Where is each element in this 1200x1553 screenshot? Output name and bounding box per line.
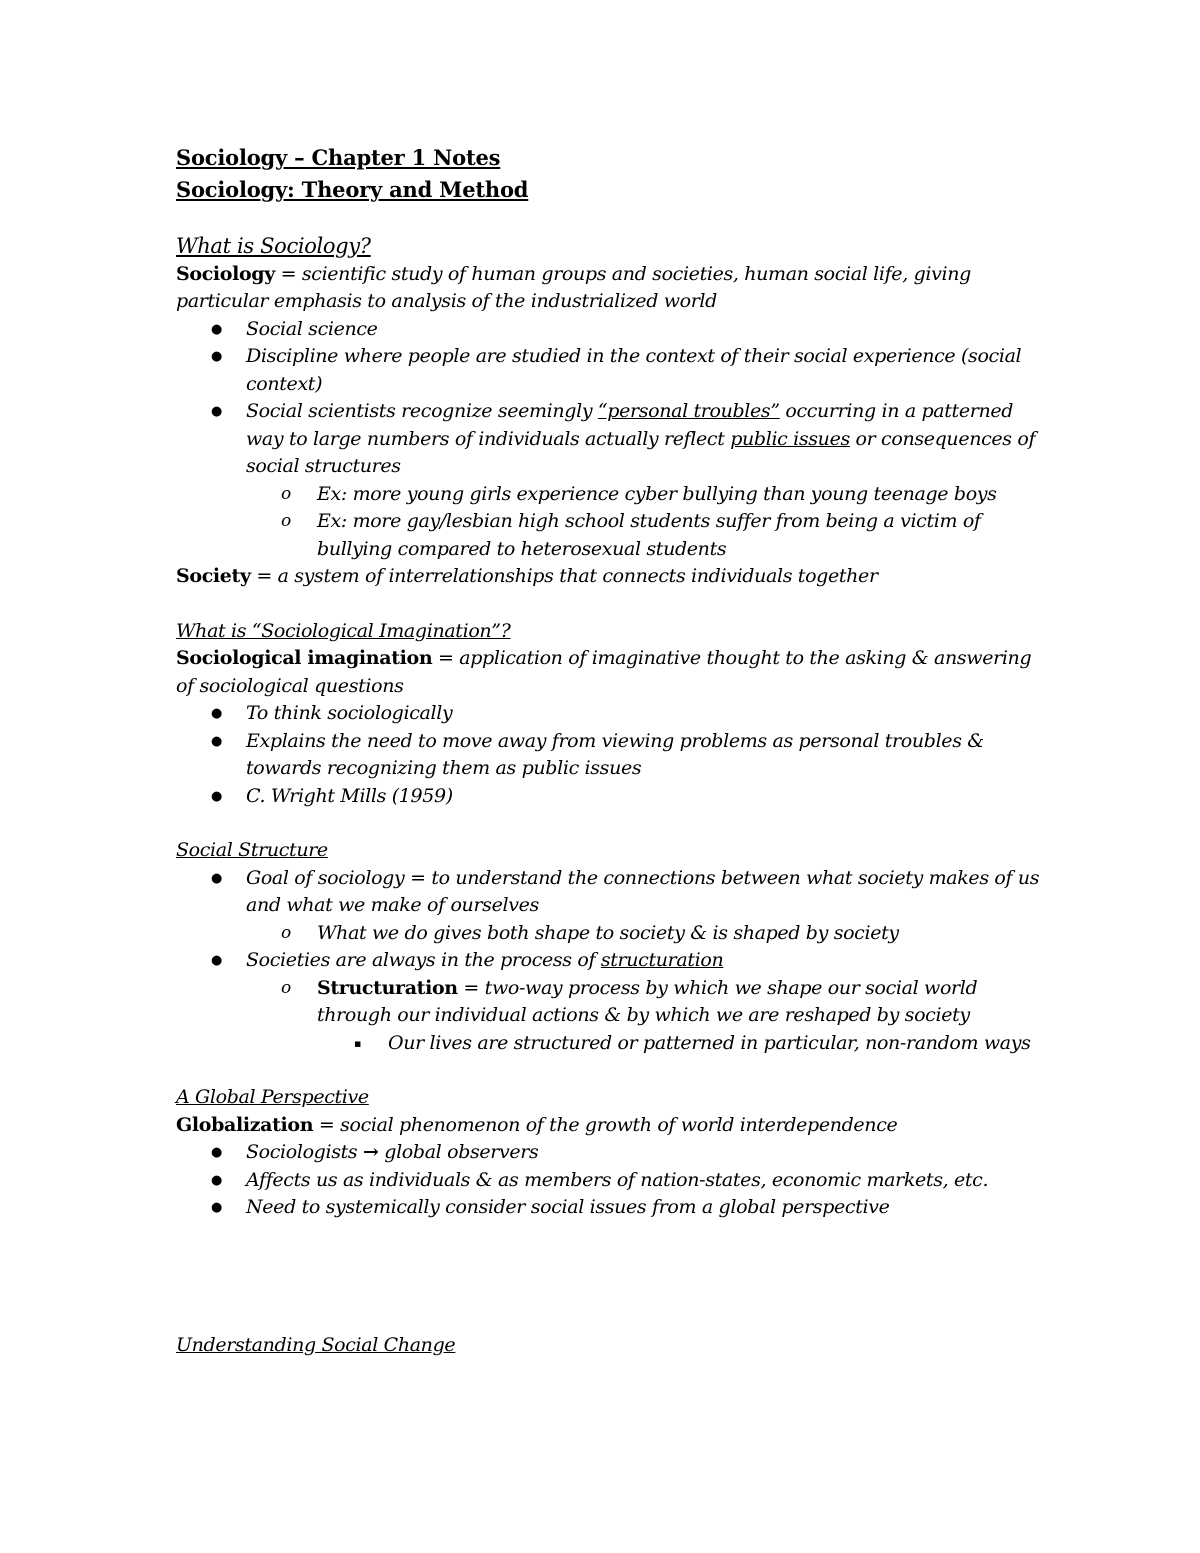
list-item-text: Ex: more young girls experience cyber bullying than young teenage boys — [317, 482, 997, 505]
list-item-text: or consequences of social structures — [246, 427, 1036, 477]
circle-bullet-icon: o — [281, 977, 291, 998]
list-item — [176, 1139, 1046, 1167]
list-item-text: Social scientists recognize seemingly — [246, 400, 598, 422]
section-heading-global-perspective: A Global Perspective — [176, 1086, 369, 1108]
definition-text: = social phenomenon of the growth of world interdependence — [313, 1113, 898, 1136]
section-heading-what-is-sociology: What is Sociology? — [176, 234, 371, 258]
circle-bullet-icon: o — [281, 483, 291, 504]
list-item-text: Sociologists — [246, 1141, 363, 1163]
document-title: Sociology – Chapter 1 Notes — [176, 145, 501, 170]
list-item-text: Explains the need to move away from viewing problems as personal troubles & towards recognizing them as public issues — [246, 729, 984, 779]
term-structuration: Structuration — [317, 976, 458, 999]
bullet-icon: ● — [211, 1145, 222, 1160]
list-item — [176, 1194, 1046, 1222]
section-heading-social-structure: Social Structure — [176, 839, 328, 861]
document-page — [176, 142, 1046, 1359]
underlined-term: public issues — [730, 427, 850, 450]
definition-society — [176, 563, 1046, 591]
list-item — [176, 783, 1046, 811]
square-bullet-icon: ▪ — [354, 1036, 362, 1050]
term-sociology: Sociology — [176, 262, 275, 285]
section-heading-sociological-imagination: What is “Sociological Imagination”? — [176, 619, 511, 642]
definition-sociological-imagination — [176, 645, 1046, 700]
definition-text: = application of imaginative thought to the asking & answering of sociological questions — [176, 647, 1032, 697]
list-item-text: Affects us as individuals & as members of nation-states, economic markets, etc. — [246, 1168, 989, 1191]
list-item — [176, 700, 1046, 728]
list-item-text: Social science — [246, 317, 378, 340]
list-item — [176, 398, 1046, 481]
section-heading-social-change: Understanding Social Change — [176, 1333, 456, 1356]
list-item-text: What we do gives both shape to society & is shaped by society — [317, 921, 899, 944]
list-item-text: Need to systemically consider social issues from a global perspective — [246, 1196, 890, 1218]
bullet-icon: ● — [211, 870, 222, 886]
bullet-icon: ● — [211, 1172, 222, 1188]
list-item-text: Societies are always in the process of — [246, 949, 601, 971]
circle-bullet-icon: o — [281, 511, 291, 531]
list-item-text: C. Wright Mills (1959) — [246, 784, 453, 807]
bullet-icon: ● — [211, 349, 222, 364]
term-globalization: Globalization — [176, 1113, 314, 1136]
bullet-icon: ● — [211, 706, 222, 721]
list-item-text: Our lives are structured or patterned in particular, non-random ways — [388, 1031, 1031, 1054]
underlined-term: structuration — [600, 949, 724, 971]
arrow-right-icon: → — [363, 1141, 379, 1163]
sub-list-item — [176, 508, 1046, 563]
list-item — [176, 343, 1046, 398]
sub-list-item — [176, 481, 1046, 509]
sub-list-item — [176, 975, 1046, 1030]
underlined-term: “personal troubles” — [597, 400, 780, 422]
bullet-icon: ● — [211, 404, 222, 419]
sub-sub-list-item — [176, 1030, 1046, 1058]
list-item-text: Discipline where people are studied in the context of their social experience (social context) — [246, 345, 1022, 395]
definition-sociology — [176, 261, 1046, 316]
list-item — [176, 865, 1046, 920]
definition-text: = scientific study of human groups and societies, human social life, giving particular emphasis to analysis of the industrialized world — [176, 262, 971, 312]
list-item-text: Goal of sociology = to understand the connections between what society makes of us and what we make of ourselves — [246, 866, 1040, 916]
sub-list-item — [176, 920, 1046, 948]
term-society: Society — [176, 565, 251, 587]
list-item-text: global observers — [378, 1141, 539, 1163]
list-item-text: To think sociologically — [246, 702, 453, 724]
list-item — [176, 728, 1046, 783]
term-sociological-imagination: Sociological imagination — [176, 647, 433, 669]
list-item-text: = two-way process by which we shape our social world through our individual actions & by which we are reshaped by society — [317, 976, 978, 1026]
bullet-icon: ● — [211, 1200, 222, 1215]
circle-bullet-icon: o — [281, 922, 291, 943]
bullet-icon: ● — [211, 733, 222, 749]
definition-globalization — [176, 1112, 1046, 1140]
list-item — [176, 316, 1046, 344]
list-item — [176, 947, 1046, 975]
bullet-icon: ● — [211, 321, 222, 337]
bullet-icon: ● — [211, 788, 222, 804]
list-item-text: occurring in a patterned way to large numbers of individuals actually reflect — [246, 400, 1014, 450]
definition-text: = a system of interrelationships that connects individuals together — [250, 565, 878, 587]
bullet-icon: ● — [211, 953, 222, 968]
document-subtitle: Sociology: Theory and Method — [176, 177, 529, 202]
list-item-text: Ex: more gay/lesbian high school students suffer from being a victim of bullying compared to heterosexual students — [317, 510, 981, 560]
list-item — [176, 1167, 1046, 1195]
